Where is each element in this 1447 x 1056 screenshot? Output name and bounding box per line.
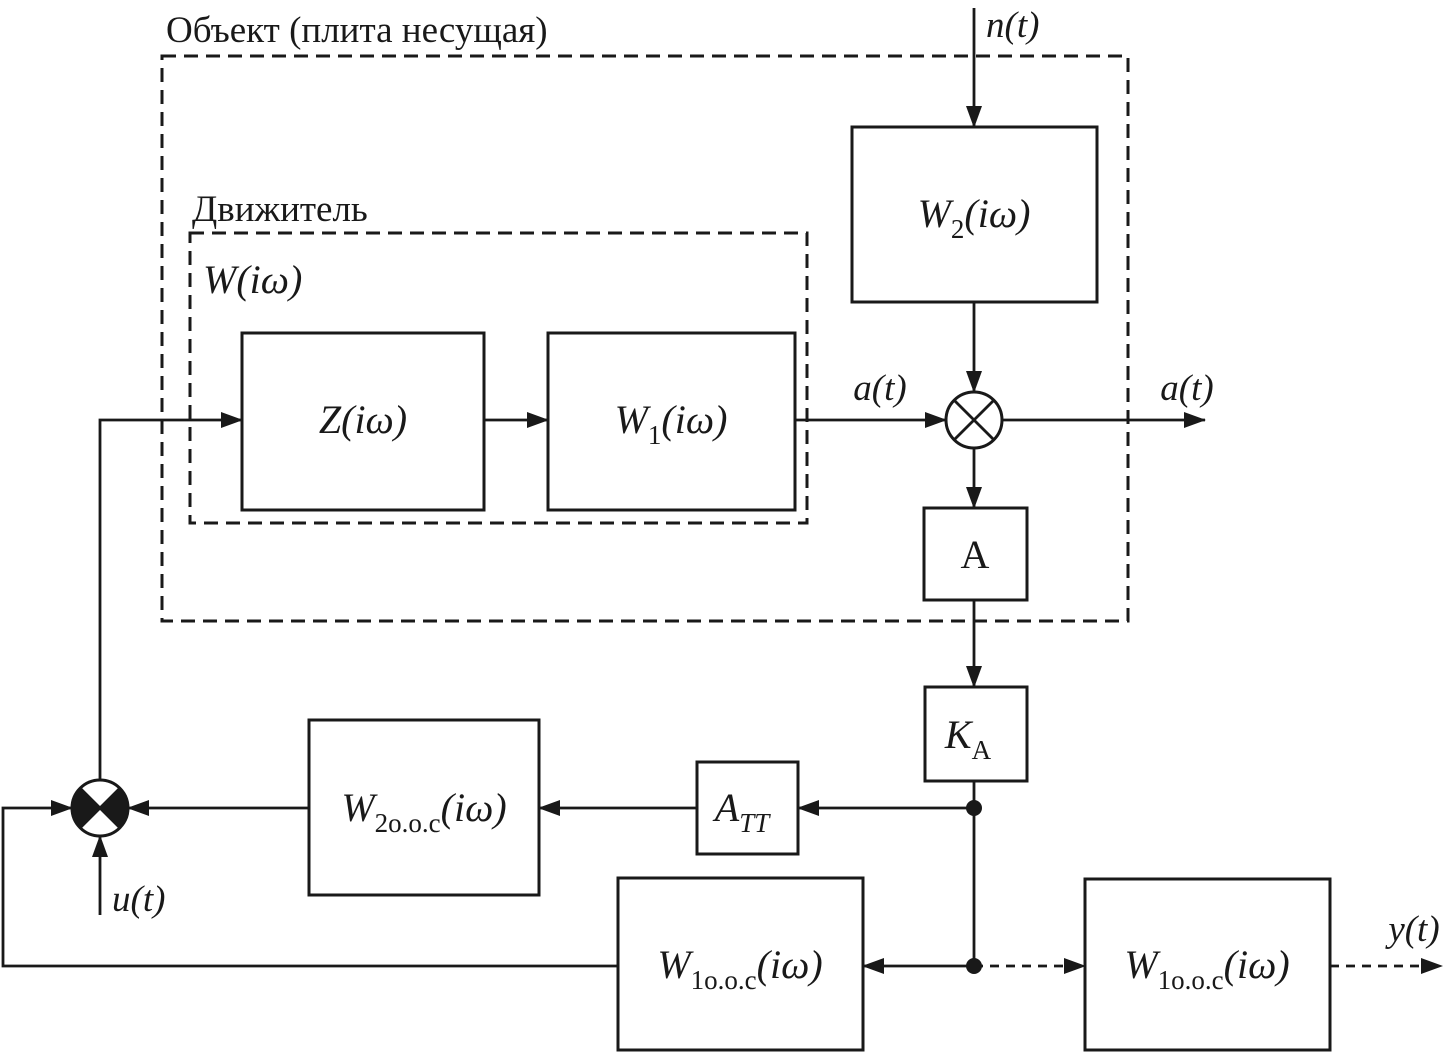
- summing-junction-comparator: [72, 780, 128, 836]
- svg-text:KA: KA: [944, 712, 992, 765]
- wire-comparator-to-z: [100, 420, 242, 780]
- branch-dot-upper: [966, 800, 982, 816]
- outer-group-label: Объект (плита несущая): [166, 10, 548, 51]
- block-z: [242, 333, 484, 510]
- branch-dot-lower: [966, 958, 982, 974]
- svg-text:Z(iω): Z(iω): [318, 397, 408, 442]
- block-w1: [548, 333, 795, 510]
- signal-label-a-out: a(t): [1160, 368, 1214, 409]
- svg-text:W1о.о.с(iω): W1о.о.с(iω): [1124, 942, 1290, 995]
- svg-text:ATT: ATT: [714, 785, 770, 838]
- svg-text:W1о.о.с(iω): W1о.о.с(iω): [657, 942, 823, 995]
- signal-label-y: y(t): [1388, 909, 1440, 950]
- signal-label-n: n(t): [986, 5, 1040, 46]
- block-att: [697, 762, 798, 854]
- signal-label-u: u(t): [112, 879, 166, 920]
- svg-text:W1(iω): W1(iω): [614, 397, 728, 450]
- inner-group-label: Движитель: [192, 189, 368, 230]
- svg-text:W2о.о.с(iω): W2о.о.с(iω): [341, 785, 507, 838]
- summing-junction-multiplier: [946, 392, 1002, 448]
- block-amplifier-a: [924, 508, 1027, 600]
- svg-text:A: A: [960, 532, 990, 577]
- propulsor-tf-label: W(iω): [203, 257, 303, 302]
- block-w1ooc-feedback: [618, 878, 863, 1050]
- signal-label-a-in: a(t): [853, 368, 907, 409]
- block-w1ooc-output: [1085, 879, 1330, 1050]
- block-ka: [925, 687, 1027, 781]
- block-w2: [852, 127, 1097, 302]
- svg-text:W2(iω): W2(iω): [917, 191, 1031, 244]
- block-w2ooc: [309, 720, 539, 895]
